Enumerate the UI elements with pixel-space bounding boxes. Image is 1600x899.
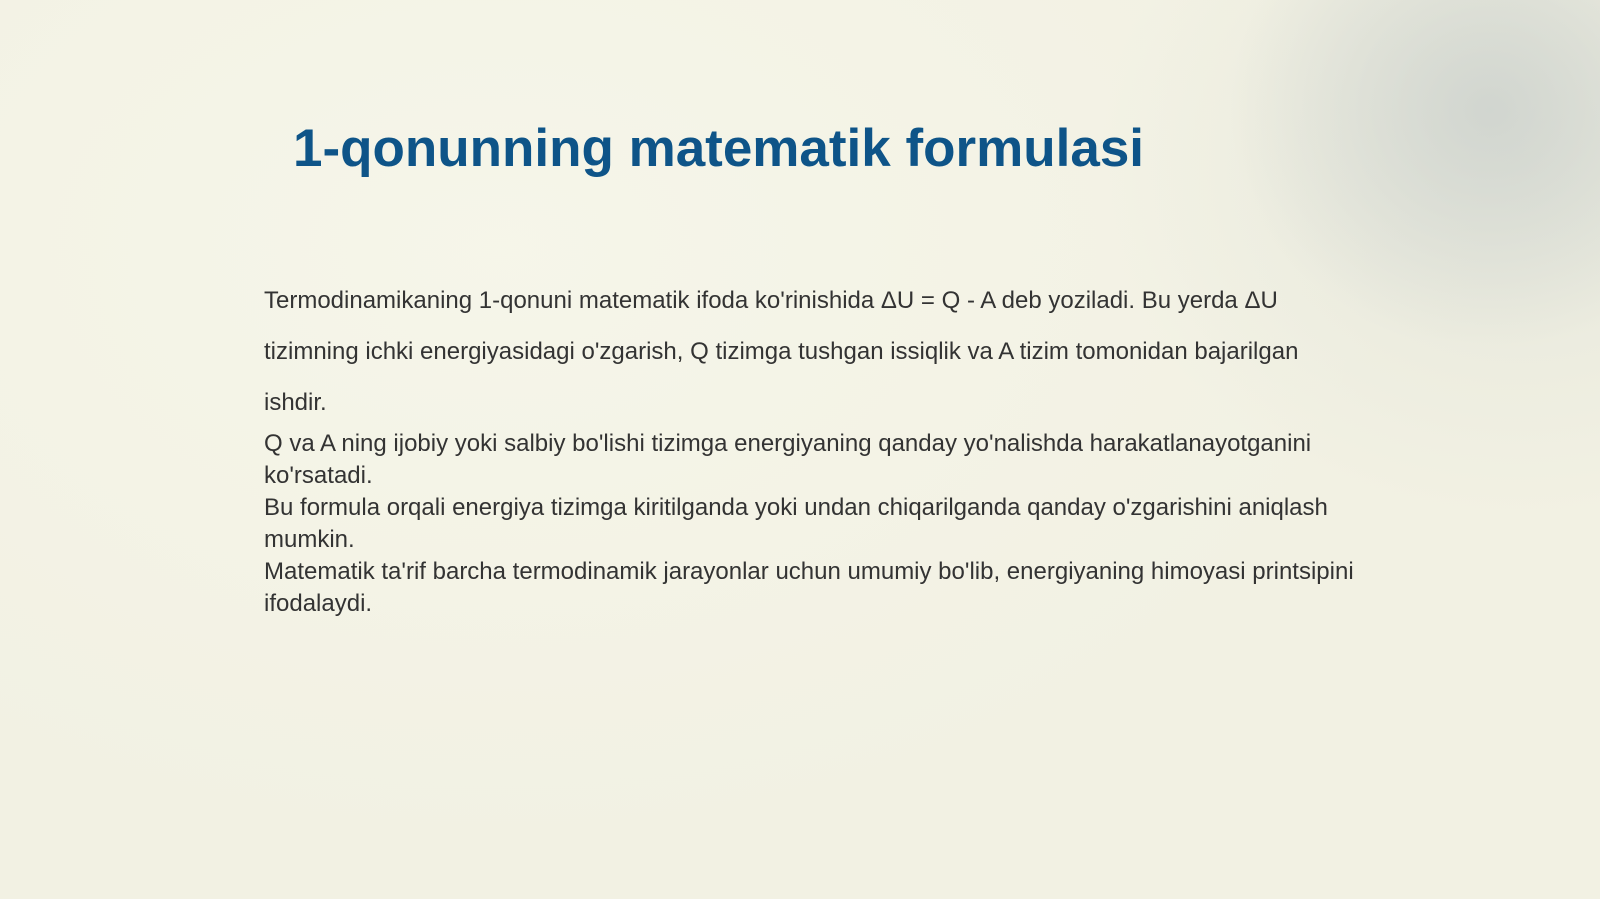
slide-title: 1-qonunning matematik formulasi	[293, 119, 1145, 178]
paragraph-sign-meaning: Q va A ning ijobiy yoki salbiy bo'lishi tizimga energiyaning qanday yo'nalishda harakatlanayotganini ko'rsatadi.	[264, 430, 1312, 489]
paragraph-formula: Termodinamikaning 1-qonuni matematik ifoda ko'rinishida ΔU = Q - A deb yoziladi. Bu yerda ΔU tizimning ichki energiyasidagi o'zgarish, Q tizimga tushgan issiqlik va A tizim tomonidan bajarilgan ishdir.	[264, 287, 1299, 416]
paragraph-conservation: Matematik ta'rif barcha termodinamik jarayonlar uchun umumiy bo'lib, energiyaning himoyasi printsipini ifodalaydi.	[264, 558, 1354, 617]
slide-body	[264, 275, 1364, 620]
paragraph-energy-change: Bu formula orqali energiya tizimga kiritilganda yoki undan chiqarilganda qanday o'zgarishini aniqlash mumkin.	[264, 494, 1328, 553]
